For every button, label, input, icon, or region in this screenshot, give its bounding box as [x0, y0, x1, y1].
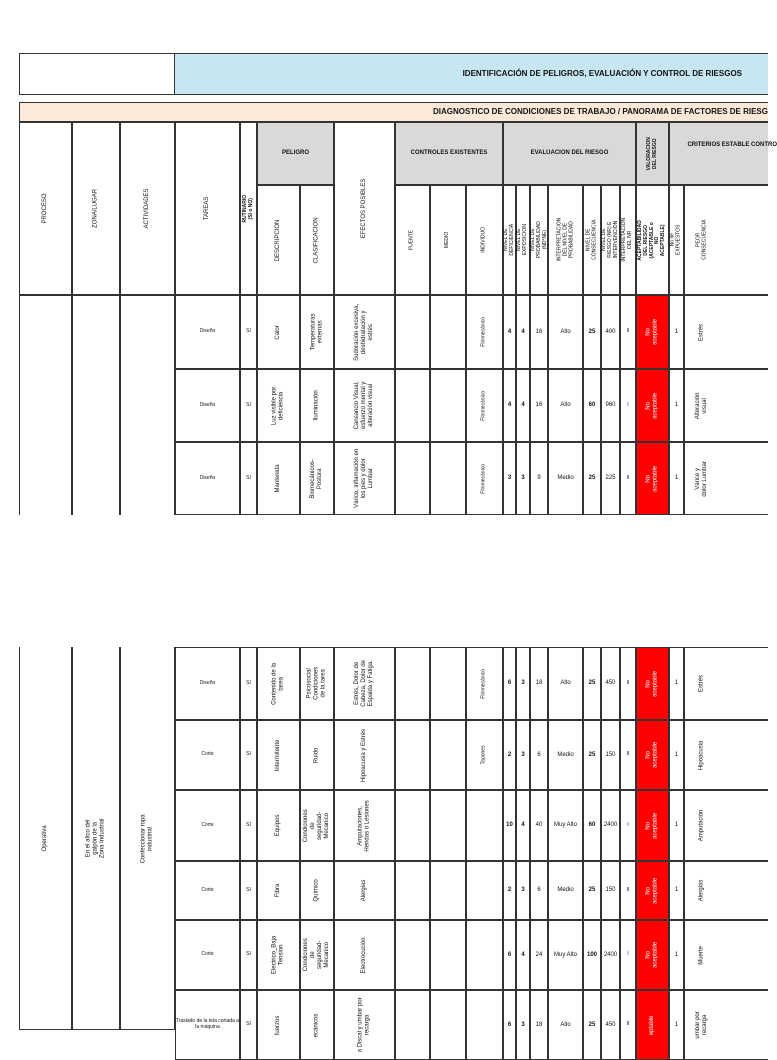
p1-row-1-acep-text: No aceptable	[645, 318, 659, 346]
p2-row-3-np: 40	[535, 822, 543, 829]
header-medio-label-text: MEDIO	[444, 231, 451, 249]
header-fuente-label	[395, 185, 430, 295]
p1-row-1-peor-text: Estrés	[698, 323, 705, 341]
header-medio-label	[430, 185, 466, 295]
header-fuente-label-text: FUENTE	[408, 230, 415, 250]
header-nd-label	[503, 185, 516, 295]
p2-row-5-acep-text: No aceptable	[645, 941, 659, 969]
p1-row-1-clas-text: Temperaturas externas	[310, 313, 323, 351]
p2-row-5-efectos-text: Electrocución	[361, 936, 368, 974]
p2-row-4-efectos-text: Alergias	[361, 879, 368, 902]
p2-row-1-fuente-cell	[395, 647, 430, 720]
p1-row-2-ne: 4	[521, 402, 525, 409]
p2-row-1-acep	[636, 647, 669, 720]
p2-row-1-nc: 25	[588, 680, 596, 687]
p2-row-4-nc: 25	[588, 887, 596, 894]
p2-row-1-nd: 6	[507, 680, 512, 687]
p1-row-3-fuente-cell	[395, 442, 430, 515]
p2-row-5-exp: 1	[674, 951, 679, 958]
header-int_np-label	[548, 185, 583, 295]
p2-row-1-peor-text: Estrés	[698, 674, 705, 693]
p1-row-3-desc	[257, 442, 300, 515]
header-aceptabilidad-label	[636, 185, 669, 295]
header-actividades-label	[120, 122, 175, 295]
p1-row-1-nr: 400	[605, 328, 616, 335]
p2-row-5-inr: I	[627, 951, 629, 958]
actividad-value-text: Confeccionar ropa industrial	[140, 813, 154, 864]
p1-row-1-efectos	[334, 295, 395, 369]
header-descripcion-label-text: DESCRIPCION	[275, 219, 282, 261]
p2-row-6-desc-text: fuerzos	[275, 1015, 282, 1035]
p1-row-2-np: 16	[535, 402, 543, 409]
p1-row-1-inp: Alto	[560, 328, 571, 335]
p1-row-3-nr: 225	[605, 475, 616, 482]
p2-row-1-peor	[684, 647, 720, 720]
p2-row-1-inp: Alto	[560, 680, 571, 687]
proceso-cell-p1	[19, 295, 72, 515]
p2-row-3-rut: SI	[246, 821, 251, 828]
p2-row-3-inr: I	[627, 821, 629, 828]
p2-row-2-inp: Medio	[557, 751, 574, 758]
p2-row-2-clas-text: Ruido	[313, 747, 320, 763]
p1-row-2-fuente-cell	[395, 369, 430, 442]
header-clasificacion-label	[300, 185, 334, 295]
p1-row-3-peor-text: Várice y dolor Lumbar	[695, 460, 708, 497]
p2-row-5-nr: 2400	[603, 951, 618, 958]
p2-row-2-medio-cell	[430, 720, 466, 790]
p1-row-2-desc	[257, 369, 300, 442]
header-valoracion-label-text: VALORACION DEL RIESGO	[645, 136, 658, 171]
p2-row-1-np: 18	[535, 680, 543, 687]
p2-row-3-clas	[300, 790, 334, 861]
p2-row-6-inp: Alto	[560, 1021, 571, 1028]
p2-row-4-fuente-cell	[395, 861, 430, 920]
p1-row-1-clas	[300, 295, 334, 369]
p1-row-3-desc-text: Mantenida	[275, 464, 282, 493]
header-rutinario-label-text: RUTINARIO (SI o NO)	[241, 194, 254, 223]
header-int_nr-label-text: INTERPRETACION DEL NR	[621, 218, 633, 262]
p2-row-5-desc	[257, 920, 300, 990]
p2-row-5-clas	[300, 920, 334, 990]
header-proceso-label-text: PROCESO	[42, 193, 49, 224]
p2-row-3-acep	[636, 790, 669, 861]
p1-row-3-efectos	[334, 442, 395, 515]
subtitle-bar	[19, 102, 768, 122]
p1-row-3-ind-text: Fitnmecánico	[480, 463, 487, 494]
p2-row-6-acep-text: eptable	[649, 1015, 656, 1035]
header-expuestos-label-text: No de EXPUESTOS	[669, 224, 682, 256]
logo-box	[19, 53, 175, 95]
header-zona-label-text: ZONA/LUGAR	[92, 188, 99, 229]
p2-row-2-peor	[684, 720, 720, 790]
p2-row-6-rut: SI	[246, 1021, 251, 1028]
p1-row-1-peor	[684, 295, 720, 369]
p2-row-3-medio-cell	[430, 790, 466, 861]
header-nd-label-text: NIVEL DE DEFICIENCIA	[502, 224, 515, 256]
header-int_np-label-text: INTERPRETACION DEL NIVEL DE PROBABILIDAD	[555, 218, 574, 262]
p2-row-1-ind-text: Fitnmecánico	[480, 668, 487, 699]
header-expuestos-label	[669, 185, 684, 295]
header-individuo-label-text: INDIVIDUO	[480, 227, 487, 253]
p2-row-5-np: 24	[535, 951, 543, 958]
p2-row-3-nd: 10	[506, 822, 513, 829]
p1-row-3-peor	[684, 442, 720, 515]
p2-row-3-desc-text: Equipos	[275, 814, 282, 837]
p2-row-6-acep	[636, 990, 669, 1060]
p1-row-3-clas	[300, 442, 334, 515]
p2-row-2-desc-text: Intermitente	[275, 739, 282, 771]
proceso-value-text: Operativa	[42, 825, 49, 852]
p1-row-1-np: 16	[535, 328, 543, 335]
p2-row-1-ind	[466, 647, 503, 720]
p2-row-1-efectos	[334, 647, 395, 720]
p2-row-2-fuente-cell	[395, 720, 430, 790]
p2-row-6-medio-cell	[430, 990, 466, 1060]
p1-row-2-ind-text: Fitnmecánico	[480, 390, 487, 421]
header-zona-label	[72, 122, 120, 295]
p2-row-2-ind	[466, 720, 503, 790]
header-nr-label	[601, 185, 620, 295]
p2-row-1-inr: II	[626, 679, 630, 686]
p2-row-4-np: 6	[537, 887, 541, 894]
p2-row-1-acep-text: No aceptable	[645, 670, 659, 697]
p2-row-2-inr: II	[626, 751, 630, 758]
p2-row-6-clas-text: ecánicos	[313, 1013, 320, 1037]
header-descripcion-label	[257, 185, 300, 295]
p1-row-1-tarea: Diseño	[199, 328, 216, 335]
p1-row-1-exp: 1	[674, 328, 679, 335]
p2-row-3-efectos	[334, 790, 395, 861]
p1-row-3-tarea: Diseño	[199, 474, 216, 481]
p1-row-1-medio-cell	[430, 295, 466, 369]
p2-row-1-ne: 3	[521, 680, 525, 687]
p1-row-2-rut: SI	[246, 401, 251, 408]
p2-row-3-nr: 2400	[603, 822, 618, 829]
p2-row-5-rut: SI	[246, 951, 251, 958]
header-aceptabilidad-label-text: ACEPTABILIDAD DEL RIESGO (ACEPTABLE o NO ACEPTABLE)	[637, 219, 667, 261]
p1-row-2-nd: 4	[507, 402, 512, 409]
header-criterios	[669, 122, 768, 185]
p2-row-5-ind	[466, 920, 503, 990]
p2-row-4-exp: 1	[674, 887, 679, 894]
p1-row-2-tarea: Diseño	[199, 401, 216, 408]
p2-row-4-acep	[636, 861, 669, 920]
header-tareas-label	[175, 122, 240, 295]
p2-row-6-inr: II	[626, 1021, 630, 1028]
p2-row-6-peor	[684, 990, 720, 1060]
p2-row-6-ne: 3	[521, 1021, 525, 1028]
p2-row-4-desc	[257, 861, 300, 920]
p2-row-6-np: 18	[535, 1021, 543, 1028]
p1-row-1-desc	[257, 295, 300, 369]
p2-row-2-tarea: Corte	[201, 751, 214, 758]
p2-row-1-medio-cell	[430, 647, 466, 720]
p2-row-2-nr: 150	[605, 751, 616, 758]
p1-row-1-desc-text: Calor	[275, 324, 282, 340]
p2-row-5-peor-text: Muerte	[698, 945, 705, 965]
p2-row-5-clas-text: Condiciones de seguridad-Mecanico	[303, 938, 330, 972]
header-nc-label	[583, 185, 601, 295]
p1-row-2-efectos-text: Cansancio Visual, esfuerzo mental y alteración visual	[354, 381, 374, 430]
header-clasificacion-label-text: CLASIFICACION	[313, 216, 320, 263]
p2-row-5-inp: Muy Alto	[553, 951, 577, 958]
p1-row-1-nc: 25	[588, 328, 596, 335]
p1-row-1-rut: SI	[246, 328, 251, 335]
p2-row-6-clas	[300, 990, 334, 1060]
p1-row-3-acep-text: No aceptable	[645, 465, 659, 492]
p2-row-5-efectos	[334, 920, 395, 990]
p2-row-2-exp: 1	[674, 751, 679, 758]
header-nr-label-text: NIVEL DE RIESGO (NR) E INTERVENCION	[600, 221, 619, 259]
p2-row-6-nc: 25	[588, 1021, 596, 1028]
p2-row-6-desc	[257, 990, 300, 1060]
p2-row-4-inr: II	[626, 886, 630, 893]
p2-row-6-efectos	[334, 990, 395, 1060]
header-tareas-label-text: TAREAS	[204, 196, 211, 221]
p2-row-3-inp: Muy Alto	[553, 822, 577, 829]
header-proceso-label	[19, 122, 72, 295]
p1-row-2-clas	[300, 369, 334, 442]
header-controles-label: CONTROLES EXISTENTES	[410, 150, 488, 157]
p1-row-3-clas-text: Biomecánicos-Postura	[310, 458, 324, 499]
p2-row-1-desc	[257, 647, 300, 720]
header-np-label-text: NIVEL DE PROBABILIDAD (ND*NE)	[529, 221, 547, 259]
p1-row-1-efectos-text: Sudoración excesiva, deshidratación y estrés	[354, 303, 374, 361]
p1-row-1-fuente-cell	[395, 295, 430, 369]
p2-row-3-ind	[466, 790, 503, 861]
p1-row-2-acep-text: No aceptable	[645, 392, 659, 419]
p2-row-3-fuente-cell	[395, 790, 430, 861]
p1-row-2-exp: 1	[674, 402, 679, 409]
p2-row-4-desc-text: Fibra	[275, 883, 282, 898]
p2-row-4-peor-text: Alergias	[698, 879, 705, 902]
title-bar	[174, 53, 768, 95]
p1-row-3-exp: 1	[674, 475, 679, 482]
p2-row-2-np: 6	[537, 751, 541, 758]
p2-row-3-peor	[684, 790, 720, 861]
p2-row-6-efectos-text: a Discal y umbar por recarga	[357, 997, 371, 1053]
p2-row-4-inp: Medio	[557, 887, 574, 894]
p2-row-4-nr: 150	[605, 887, 616, 894]
p1-row-2-inp: Alto	[560, 402, 571, 409]
p2-row-2-efectos	[334, 720, 395, 790]
p2-row-5-medio-cell	[430, 920, 466, 990]
p2-row-4-peor	[684, 861, 720, 920]
p2-row-5-nd: 6	[507, 951, 512, 958]
p2-row-1-clas-text: Psicosocial Condiciones de la tarea	[306, 666, 327, 701]
header-nc-label-text: NIVEL DE CONSECUENCIA	[585, 219, 597, 261]
p2-row-1-exp: 1	[674, 680, 679, 687]
p2-row-2-ind-text: Tapones	[480, 745, 487, 765]
p2-row-2-peor-text: Hipoacusia	[698, 740, 705, 770]
p1-row-3-acep	[636, 442, 669, 515]
p2-row-1-nr: 450	[605, 680, 616, 687]
p2-row-6-ind	[466, 990, 503, 1060]
p1-row-3-np: 9	[537, 475, 541, 482]
p2-row-2-clas	[300, 720, 334, 790]
p1-row-3-ind	[466, 442, 503, 515]
p1-row-3-inr: II	[626, 474, 630, 481]
p1-row-3-inp: Medio	[557, 475, 574, 482]
p1-row-1-ne: 4	[521, 328, 525, 335]
header-ne-label-text: NIVEL DE EXPOSICION	[516, 224, 529, 256]
p2-row-2-nc: 25	[588, 751, 596, 758]
p1-row-3-nd: 3	[507, 475, 512, 482]
header-ne-label	[516, 185, 530, 295]
p2-row-4-nd: 2	[507, 887, 512, 894]
p2-row-6-nr: 450	[605, 1021, 616, 1028]
p2-row-3-nc: 60	[588, 822, 596, 829]
p2-row-4-medio-cell	[430, 861, 466, 920]
p1-row-1-ind-text: Fitnmecánico	[480, 317, 487, 347]
header-rutinario-label	[240, 122, 257, 295]
p1-row-2-medio-cell	[430, 369, 466, 442]
p2-row-4-clas	[300, 861, 334, 920]
p2-row-5-acep	[636, 920, 669, 990]
p2-row-6-nd: 6	[507, 1021, 512, 1028]
p2-row-6-fuente-cell	[395, 990, 430, 1060]
p2-row-1-clas	[300, 647, 334, 720]
p2-row-3-exp: 1	[674, 822, 679, 829]
p2-row-2-ne: 3	[521, 751, 525, 758]
header-peor-label-text: PEOR CONSECUENCIA	[695, 219, 707, 261]
p2-row-6-exp: 1	[674, 1021, 679, 1028]
p1-row-2-inr: I	[627, 401, 629, 408]
p1-row-1-inr: II	[626, 328, 630, 335]
p2-row-1-tarea: Diseño	[199, 679, 216, 686]
p1-row-2-peor-text: Alteración visual	[695, 392, 708, 419]
page-title: IDENTIFICACIÓN DE PELIGROS, EVALUACIÓN Y CONTROL DE RIESGOS	[462, 69, 742, 78]
p1-row-2-ind	[466, 369, 503, 442]
zona-cell-p1	[72, 295, 120, 515]
p1-row-1-acep	[636, 295, 669, 369]
p2-row-3-clas-text: Condiciones de seguridad-Mecanico	[303, 808, 330, 843]
p2-row-2-rut: SI	[246, 751, 251, 758]
p2-row-4-ind	[466, 861, 503, 920]
p2-row-3-desc	[257, 790, 300, 861]
p2-row-4-clas-text: Químico	[313, 879, 320, 902]
p2-row-2-nd: 2	[507, 751, 512, 758]
p1-row-3-nc: 25	[588, 475, 596, 482]
p1-row-1-ind	[466, 295, 503, 369]
p2-row-1-efectos-text: Estrés, Dolor de Cabeza, Dolor de Espalda y Fatiga.	[354, 660, 374, 707]
p1-row-2-acep	[636, 369, 669, 442]
header-peor-label	[684, 185, 720, 295]
p2-row-5-fuente-cell	[395, 920, 430, 990]
p1-row-3-efectos-text: Várice, inflamación en los pies y dolor Lumbar	[354, 448, 374, 509]
p1-row-2-nc: 60	[588, 402, 596, 409]
p2-row-3-tarea: Corte	[201, 821, 214, 828]
header-int_nr-label	[620, 185, 636, 295]
p2-row-6-tarea: Traslado de la tela cortada a la máquina	[175, 1018, 240, 1030]
p2-row-5-desc-text: Electrico_Baja Tension	[271, 935, 285, 975]
p2-row-3-ne: 4	[521, 822, 525, 829]
p2-row-2-desc	[257, 720, 300, 790]
p1-row-2-nr: 960	[605, 402, 616, 409]
p1-row-1-nd: 4	[507, 328, 512, 335]
p1-row-2-desc-text: Luz visible por deficiencia	[271, 386, 285, 425]
p2-row-4-efectos	[334, 861, 395, 920]
p2-row-5-nc: 100	[586, 951, 597, 958]
p2-row-3-efectos-text: Amputaciones, Heridas o Lesiones	[357, 799, 371, 852]
p2-row-4-acep-text: No aceptable	[645, 877, 659, 904]
p2-row-5-peor	[684, 920, 720, 990]
p1-row-2-efectos	[334, 369, 395, 442]
p2-row-4-ne: 3	[521, 887, 525, 894]
actividad-value	[120, 647, 175, 1030]
proceso-value	[19, 647, 72, 1030]
header-criterios-label: CRITERIOS ESTABLE CONTRO	[687, 142, 777, 148]
p2-row-6-peor-text: umbar por recarga	[695, 1011, 708, 1039]
zona-value-text: En el altco del galpón de la Zona Industrial	[85, 818, 106, 859]
header-actividades-label-text: ACTIVIDADES	[144, 188, 151, 229]
p2-row-2-efectos-text: Hipoacusia y Estrés	[361, 728, 368, 782]
p1-row-3-ne: 3	[521, 475, 525, 482]
header-efectos-label-text: EFECTOS POSIBLES	[361, 178, 368, 239]
p2-row-1-rut: SI	[246, 679, 251, 686]
p1-row-2-clas-text: Iluminación	[313, 390, 320, 421]
p2-row-5-ne: 4	[521, 951, 525, 958]
page-subtitle: DIAGNOSTICO DE CONDICIONES DE TRABAJO / PANORAMA DE FACTORES DE RIESG	[433, 107, 768, 116]
p2-row-3-peor-text: Amputación	[698, 809, 705, 842]
actividad-cell-p1	[120, 295, 175, 515]
header-individuo-label	[466, 185, 503, 295]
p2-row-5-tarea: Corte	[201, 951, 214, 958]
header-np-label	[530, 185, 548, 295]
p2-row-3-acep-text: No aceptable	[645, 812, 659, 839]
p2-row-2-acep	[636, 720, 669, 790]
p2-row-2-acep-text: No aceptable	[645, 741, 659, 769]
p2-row-4-rut: SI	[246, 886, 251, 893]
p1-row-3-medio-cell	[430, 442, 466, 515]
p2-row-1-desc-text: Contenido de la tarea	[271, 662, 285, 705]
p1-row-2-peor	[684, 369, 720, 442]
header-peligro-label: PELIGRO	[281, 150, 309, 157]
zona-value	[72, 647, 120, 1030]
header-valoracion-label	[636, 122, 669, 185]
p2-row-4-tarea: Corte	[201, 886, 214, 893]
header-efectos-label	[334, 122, 395, 295]
header-evaluacion-label: EVALUACION DEL RIESGO	[530, 150, 609, 157]
p1-row-3-rut: SI	[246, 474, 251, 481]
